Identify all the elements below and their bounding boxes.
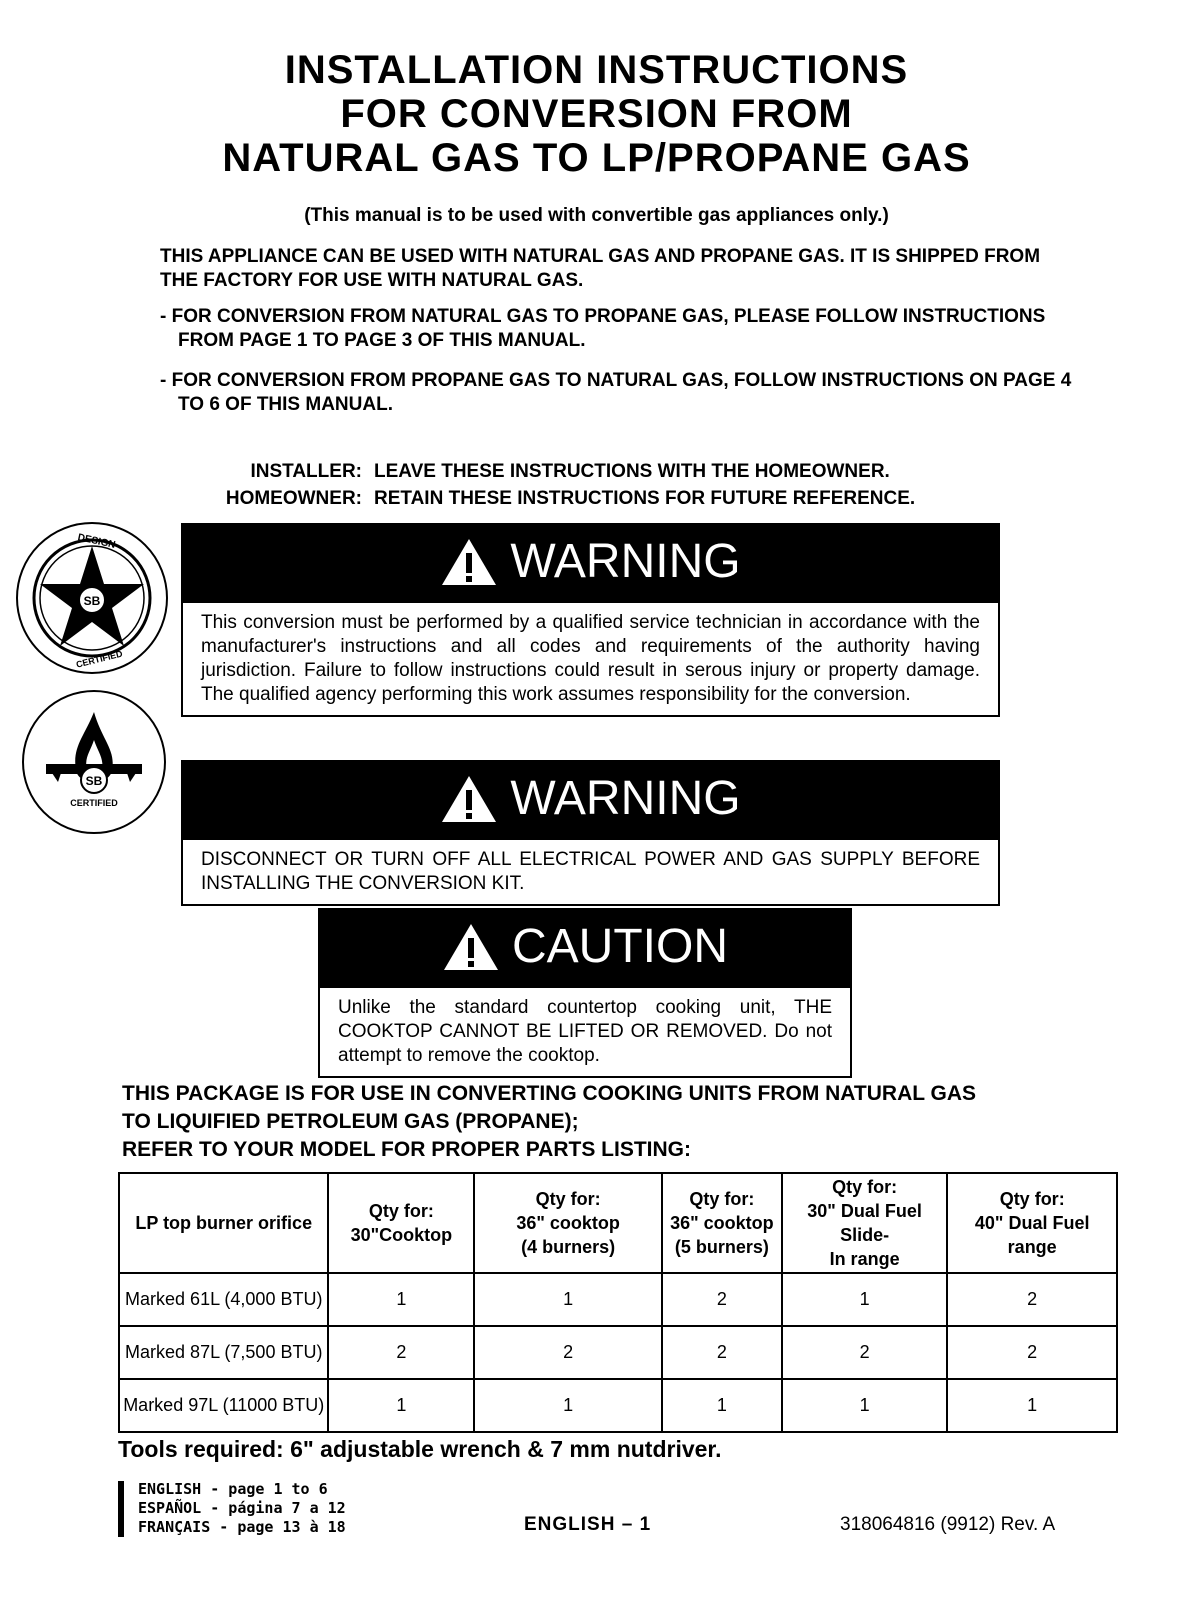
language-index (138, 1480, 346, 1537)
warning-header-1 (183, 525, 998, 603)
warning-triangle-icon (440, 774, 498, 824)
bullet-natural-to-propane: - FOR CONVERSION FROM NATURAL GAS TO PROPANE GAS, PLEASE FOLLOW INSTRUCTIONS FROM PAGE 1 TO PAGE 3 OF THIS MANUAL. (160, 306, 1046, 351)
language-bar (118, 1481, 124, 1537)
header-36-cooktop-5: Qty for: 36" cooktop (5 burners) (662, 1173, 782, 1273)
table-row (119, 1379, 1117, 1432)
design-seal-top-text: DESIGN (76, 532, 117, 551)
table-cell: Marked 61L (4,000 BTU) (119, 1273, 328, 1326)
homeowner-text: RETAIN THESE INSTRUCTIONS FOR FUTURE REFERENCE. (374, 488, 916, 509)
warning-header-2 (183, 762, 998, 840)
document-title (0, 48, 1193, 180)
table-cell: 1 (662, 1379, 782, 1432)
installer-note (190, 458, 990, 485)
table-cell: 2 (474, 1326, 662, 1379)
bullet-propane-to-natural: - FOR CONVERSION FROM PROPANE GAS TO NATURAL GAS, FOLLOW INSTRUCTIONS ON PAGE 4 TO 6 OF THIS MANUAL. (160, 370, 1072, 415)
language-english: ENGLISH - page 1 to 6 (138, 1480, 328, 1498)
table-cell: Marked 97L (11000 BTU) (119, 1379, 328, 1432)
table-cell: 2 (662, 1326, 782, 1379)
table-cell: 2 (947, 1273, 1117, 1326)
language-french: FRANÇAIS - page 13 à 18 (138, 1518, 346, 1536)
warning-triangle-icon (440, 537, 498, 587)
warning-text-2: DISCONNECT OR TURN OFF ALL ELECTRICAL POWER AND GAS SUPPLY BEFORE INSTALLING THE CONVERSION KIT. (201, 849, 980, 894)
flame-seal-bottom-text: CERTIFIED (70, 798, 118, 808)
parts-table (118, 1172, 1118, 1433)
design-certified-star-icon (18, 524, 166, 672)
flame-certified-icon (24, 692, 164, 832)
table-cell: 2 (947, 1326, 1117, 1379)
homeowner-label: HOMEOWNER: (225, 488, 362, 509)
title-line-1: INSTALLATION INSTRUCTIONS (284, 48, 909, 92)
caution-triangle-icon (442, 922, 500, 972)
warning-text-1: This conversion must be performed by a qualified service technician in accordance with the manufacturer's instructions and all codes and requirements of the authority having jurisdiction. Failure to follow instructions could result in serous injury or property damage. The qualified agency performing this work assumes responsibility for the conversion. (201, 612, 980, 705)
intro-paragraph: THIS APPLIANCE CAN BE USED WITH NATURAL GAS AND PROPANE GAS. IT IS SHIPPED FROM THE FACTORY FOR USE WITH NATURAL GAS. (160, 246, 1041, 291)
table-cell: 1 (328, 1379, 474, 1432)
table-cell: 2 (328, 1326, 474, 1379)
design-seal-bottom-text: CERTIFIED (75, 648, 124, 670)
caution-heading: CAUTION (512, 920, 728, 973)
warning-box-2 (181, 760, 1000, 906)
document-number: 318064816 (9912) Rev. A (840, 1514, 1056, 1535)
warning-heading-1: WARNING (510, 535, 741, 588)
package-line-1: THIS PACKAGE IS FOR USE IN CONVERTING COOKING UNITS FROM NATURAL GAS (122, 1082, 977, 1105)
warning-box-1 (181, 523, 1000, 717)
table-cell: 1 (328, 1273, 474, 1326)
language-spanish: ESPAÑOL - página 7 a 12 (138, 1499, 346, 1517)
warning-heading-2: WARNING (510, 772, 741, 825)
table-cell: 1 (947, 1379, 1117, 1432)
table-cell: 2 (662, 1273, 782, 1326)
tools-required: Tools required: 6" adjustable wrench & 7 mm nutdriver. (118, 1436, 722, 1462)
installer-label: INSTALLER: (250, 461, 362, 482)
package-notice (122, 1080, 1082, 1164)
table-row (119, 1326, 1117, 1379)
header-orifice: LP top burner orifice (119, 1173, 328, 1273)
title-line-2: FOR CONVERSION FROM (340, 92, 853, 136)
homeowner-note (190, 485, 990, 512)
header-36-cooktop-4: Qty for: 36" cooktop (4 burners) (474, 1173, 662, 1273)
header-40-dual-fuel: Qty for: 40" Dual Fuel range (947, 1173, 1117, 1273)
design-certified-seal (16, 522, 168, 674)
subtitle: (This manual is to be used with convertible gas appliances only.) (304, 205, 889, 226)
table-cell: 1 (782, 1273, 948, 1326)
installer-notes (190, 458, 990, 512)
table-row (119, 1273, 1117, 1326)
caution-box (318, 908, 852, 1078)
design-seal-mark: SB (83, 594, 101, 608)
table-cell: 1 (474, 1273, 662, 1326)
table-cell: 2 (782, 1326, 948, 1379)
table-cell: 1 (474, 1379, 662, 1432)
caution-header (320, 910, 850, 988)
table-cell: Marked 87L (7,500 BTU) (119, 1326, 328, 1379)
package-line-2: TO LIQUIFIED PETROLEUM GAS (PROPANE); (122, 1110, 579, 1133)
table-header-row (119, 1173, 1117, 1273)
installer-text: LEAVE THESE INSTRUCTIONS WITH THE HOMEOWNER. (374, 461, 890, 482)
package-line-3: REFER TO YOUR MODEL FOR PROPER PARTS LISTING: (122, 1138, 691, 1161)
table-cell: 1 (782, 1379, 948, 1432)
title-line-3: NATURAL GAS TO LP/PROPANE GAS (222, 136, 971, 180)
page-number: ENGLISH – 1 (524, 1514, 652, 1535)
header-30-dual-fuel: Qty for: 30" Dual Fuel Slide- In range (782, 1173, 948, 1273)
header-30-cooktop: Qty for: 30"Cooktop (328, 1173, 474, 1273)
flame-certified-seal (22, 690, 166, 834)
caution-text: Unlike the standard countertop cooking unit, THE COOKTOP CANNOT BE LIFTED OR REMOVED. Do not attempt to remove the cooktop. (338, 997, 832, 1066)
flame-seal-mark: SB (85, 774, 103, 788)
